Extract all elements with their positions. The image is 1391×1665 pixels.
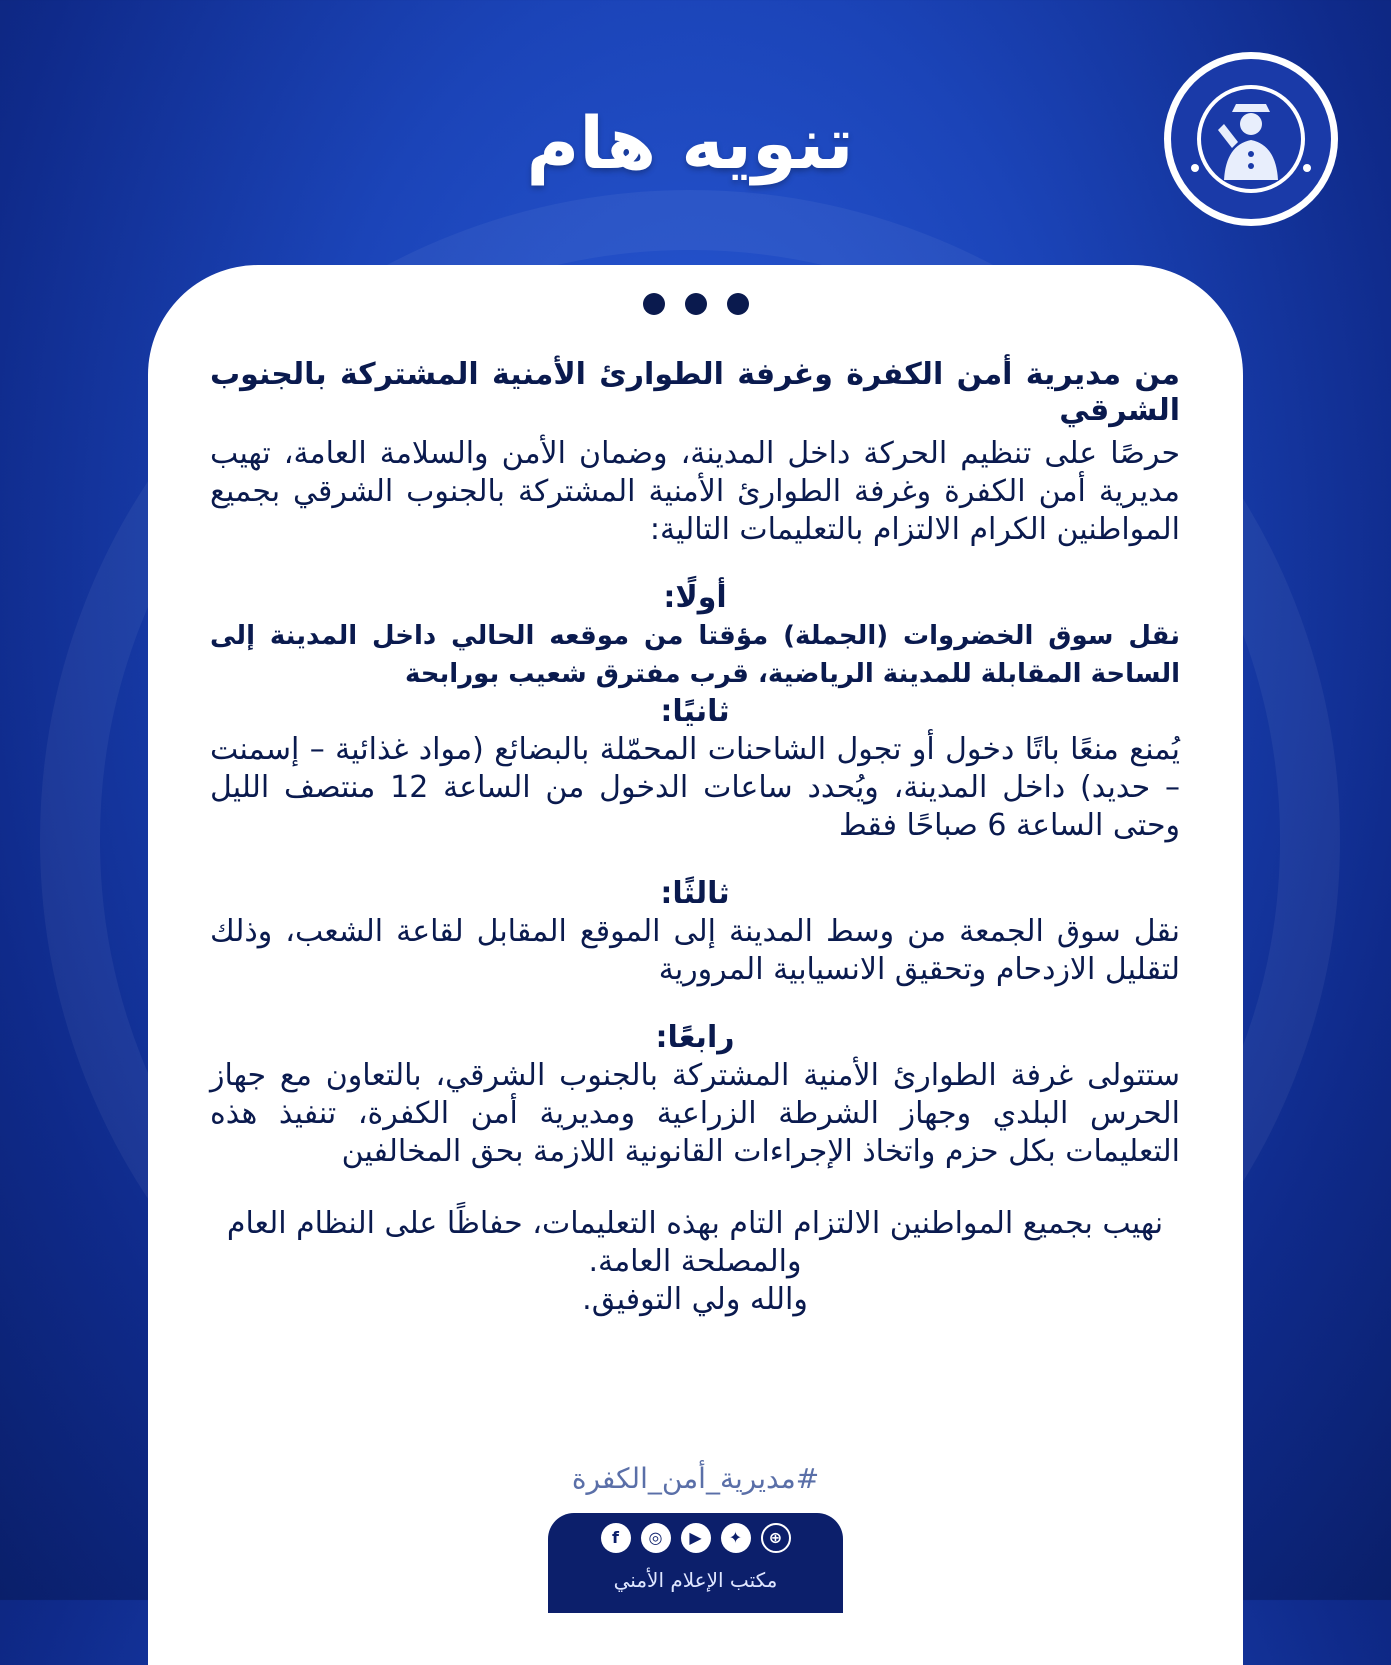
notice-heading: من مديرية أمن الكفرة وغرفة الطوارئ الأمنية المشتركة بالجنوب الشرقي	[210, 357, 1180, 428]
footer-label: مكتب الإعلام الأمني	[613, 1568, 778, 1592]
section-4-text: ستتولى غرفة الطوارئ الأمنية المشتركة بالجنوب الشرقي، بالتعاون مع جهاز الحرس البلدي وجهاز الشرطة الزراعية ومديرية أمن الكفرة، تنفيذ هذه التعليمات بكل حزم واتخاذ الإجراءات القانونية اللازمة بحق المخالفين	[210, 1058, 1180, 1169]
section-1-text: نقل سوق الخضروات (الجملة) مؤقتا من موقعه الحالي داخل المدينة إلى الساحة المقابلة للمدينة الرياضية، قرب مفترق شعيب بورابحة	[210, 621, 1180, 689]
notice-body	[210, 357, 1180, 1319]
section-2-label: ثانيًا:	[660, 694, 730, 729]
dot-icon	[727, 293, 749, 315]
notice-intro: حرصًا على تنظيم الحركة داخل المدينة، وضمان الأمن والسلامة العامة، تهيب مديرية أمن الكفرة وغرفة الطوارئ الأمنية المشتركة بالجنوب الشرقي بجميع المواطنين الكرام الالتزام بالتعليمات التالية:	[210, 436, 1180, 547]
globe-icon[interactable]: ⊕	[761, 1523, 791, 1553]
social-links	[548, 1523, 843, 1553]
youtube-icon[interactable]: ▶	[681, 1523, 711, 1553]
dot-icon	[685, 293, 707, 315]
section-3-text: نقل سوق الجمعة من وسط المدينة إلى الموقع المقابل لقاعة الشعب، وذلك لتقليل الازدحام وتحقيق الانسيابية المرورية	[210, 914, 1180, 987]
section-2-text: يُمنع منعًا باتًا دخول أو تجول الشاحنات المحمّلة بالبضائع (مواد غذائية – إسمنت – حديد) داخل المدينة، ويُحدد ساعات الدخول من الساعة 12 منتصف الليل وحتى الساعة 6 صباحًا فقط	[210, 732, 1180, 843]
ellipsis-dots	[0, 293, 1391, 315]
dot-icon	[643, 293, 665, 315]
section-3-label: ثالثًا:	[660, 876, 730, 911]
closing-text: نهيب بجميع المواطنين الالتزام التام بهذه التعليمات، حفاظًا على النظام العام والمصلحة العامة.	[226, 1206, 1164, 1279]
twitter-icon[interactable]: ✦	[721, 1523, 751, 1553]
section-4-label: رابعًا:	[655, 1020, 735, 1055]
instagram-icon[interactable]: ◎	[641, 1523, 671, 1553]
section-1-label: أولًا:	[663, 580, 727, 615]
closing-signoff: والله ولي التوفيق.	[582, 1282, 808, 1317]
hashtag[interactable]: #مديرية_أمن_الكفرة	[571, 1462, 820, 1495]
page-title: تنويه هام	[526, 101, 854, 185]
ministry-seal-icon	[1162, 50, 1340, 228]
facebook-icon[interactable]: f	[601, 1523, 631, 1553]
